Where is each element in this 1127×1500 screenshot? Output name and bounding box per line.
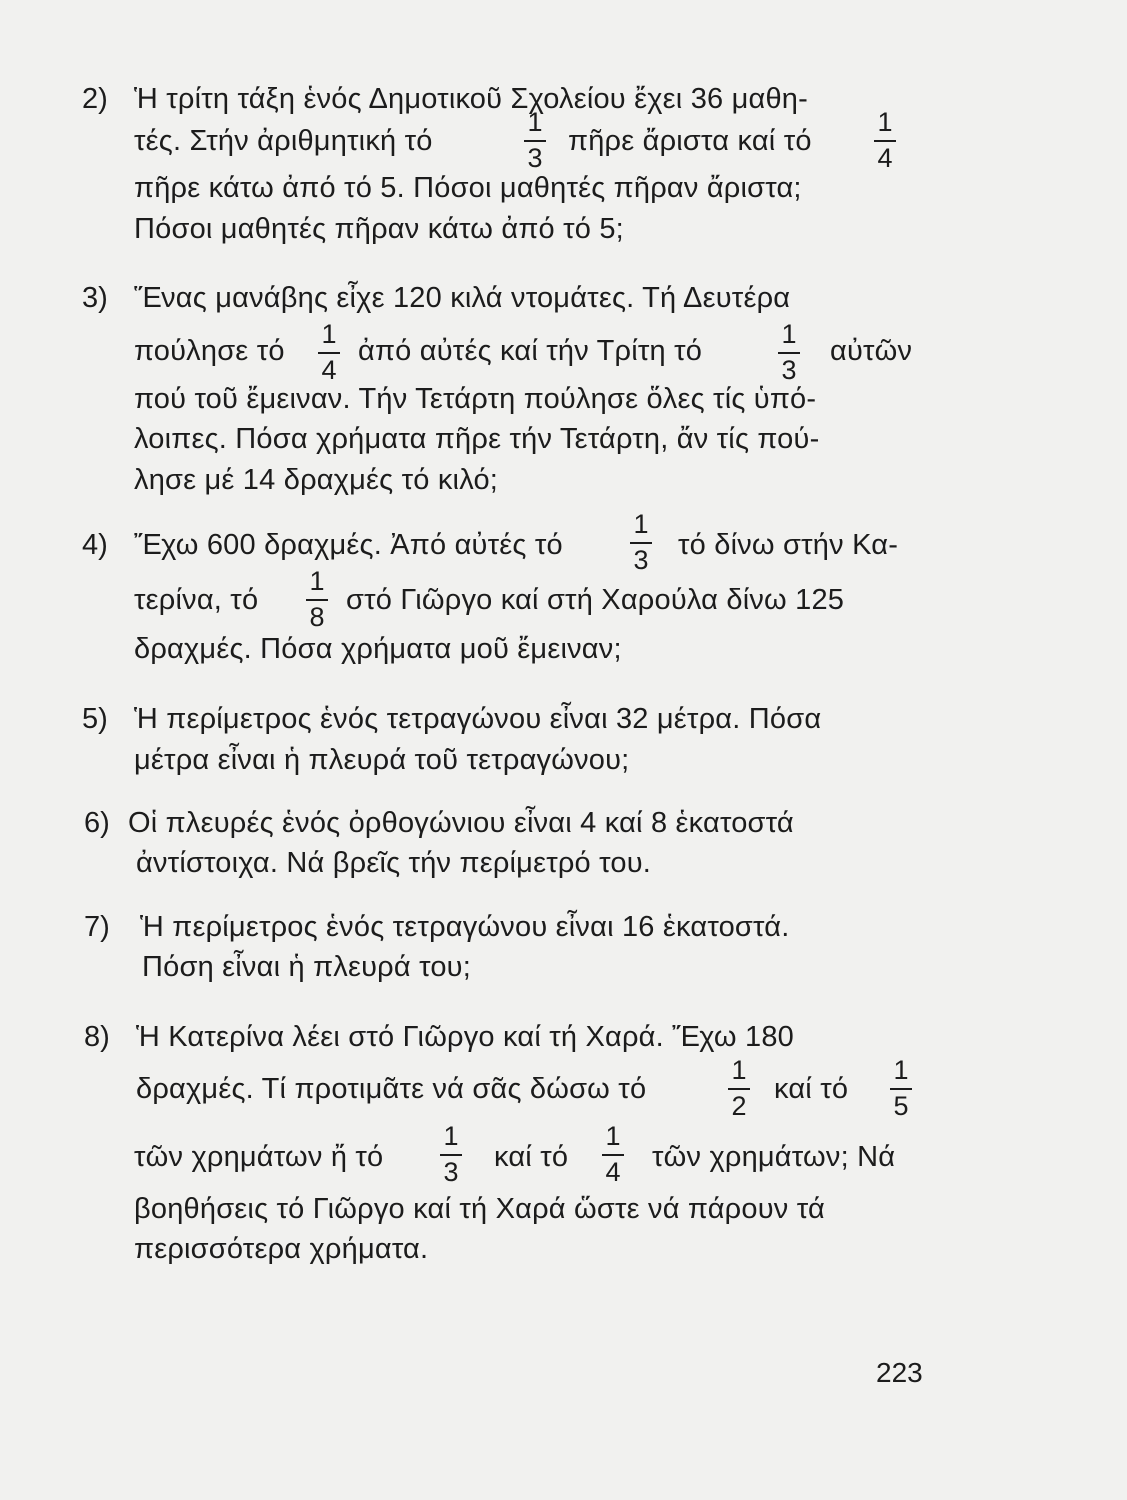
denominator: 3 [443, 1157, 459, 1187]
fraction-bar [874, 140, 896, 142]
problem-text-line: λοιπες. Πόσα χρήματα πῆρε τήν Τετάρτη, ἄν τίς πού- [134, 423, 820, 455]
fraction-bar [524, 140, 546, 142]
problem-text-line: Ἔχω 600 δραχμές. Ἀπό αὐτές τό [134, 529, 563, 561]
problem-text-line: μέτρα εἶναι ἡ πλευρά τοῦ τετραγώνου; [134, 744, 630, 776]
problem-text-line: αὐτῶν [830, 335, 913, 367]
denominator: 2 [731, 1091, 747, 1121]
problem-number: 4) [82, 529, 108, 561]
problem-text-line: δραχμές. Πόσα χρήματα μοῦ ἔμειναν; [134, 633, 622, 665]
problem-number: 7) [84, 911, 110, 943]
numerator: 1 [605, 1121, 621, 1151]
fraction-bar [890, 1088, 912, 1090]
fraction-bar [778, 352, 800, 354]
denominator: 5 [893, 1091, 909, 1121]
problem-number: 3) [82, 282, 108, 314]
problem-text-line: Ἡ Κατερίνα λέει στό Γιῶργο καί τή Χαρά. Ἔχω 180 [136, 1021, 794, 1053]
problem-text-line: τές. Στήν ἀριθμητική τό [134, 125, 433, 157]
denominator: 3 [781, 355, 797, 385]
problem-text-line: πῆρε ἄριστα καί τό [568, 125, 812, 157]
problem-text-line: καί τό [774, 1073, 849, 1105]
denominator: 3 [633, 545, 649, 575]
problem-text-line: πούλησε τό [134, 335, 285, 367]
problem-text-line: πῆρε κάτω ἀπό τό 5. Πόσοι μαθητές πῆραν ἄριστα; [134, 172, 802, 204]
numerator: 1 [321, 319, 337, 349]
problem-number: 2) [82, 83, 108, 115]
problem-text-line: λησε μέ 14 δραχμές τό κιλό; [134, 464, 499, 496]
problem-text-line: πού τοῦ ἔμειναν. Τήν Τετάρτη πούλησε ὅλες τίς ὑπό- [134, 383, 817, 415]
problem-text-line: ἀντίστοιχα. Νά βρεῖς τήν περίμετρό του. [136, 847, 652, 879]
problem-text-line: ἀπό αὐτές καί τήν Τρίτη τό [358, 335, 703, 367]
fraction-bar [630, 542, 652, 544]
problem-number: 8) [84, 1021, 110, 1053]
problem-text-line: καί τό [494, 1141, 569, 1173]
denominator: 4 [321, 355, 337, 385]
problem-text-line: βοηθήσεις τό Γιῶργο καί τή Χαρά ὥστε νά πάρουν τά [134, 1193, 825, 1225]
fraction-bar [728, 1088, 750, 1090]
problem-text-line: Πόση εἶναι ἡ πλευρά του; [142, 951, 471, 983]
problem-number: 6) [84, 807, 110, 839]
fraction-bar [440, 1154, 462, 1156]
page-number: 223 [876, 1357, 923, 1388]
fraction-bar [306, 599, 328, 601]
denominator: 3 [527, 143, 543, 173]
fraction-bar [602, 1154, 624, 1156]
problem-text-line: τῶν χρημάτων ἤ τό [134, 1141, 384, 1173]
problem-number: 5) [82, 703, 108, 735]
problem-text-line: περισσότερα χρήματα. [134, 1233, 429, 1265]
problem-text-line: Πόσοι μαθητές πῆραν κάτω ἀπό τό 5; [134, 213, 624, 245]
denominator: 8 [309, 602, 325, 632]
problem-text-line: Ἕνας μανάβης εἶχε 120 κιλά ντομάτες. Τή Δευτέρα [134, 282, 791, 314]
numerator: 1 [877, 107, 893, 137]
problem-text-line: Ἡ περίμετρος ἑνός τετραγώνου εἶναι 32 μέτρα. Πόσα [134, 703, 822, 735]
problem-text-line: Ἡ περίμετρος ἑνός τετραγώνου εἶναι 16 ἑκατοστά. [140, 911, 790, 943]
denominator: 4 [605, 1157, 621, 1187]
problem-text-line: Ἡ τρίτη τάξη ἑνός Δημοτικοῦ Σχολείου ἔχει 36 μαθη- [134, 83, 808, 115]
numerator: 1 [527, 107, 543, 137]
problem-text-line: τῶν χρημάτων; Νά [652, 1141, 896, 1173]
denominator: 4 [877, 143, 893, 173]
numerator: 1 [781, 319, 797, 349]
problem-text-line: Οἱ πλευρές ἑνός ὀρθογώνιου εἶναι 4 καί 8 ἑκατοστά [128, 807, 794, 839]
numerator: 1 [443, 1121, 459, 1151]
problem-text-line: δραχμές. Τί προτιμᾶτε νά σᾶς δώσω τό [136, 1073, 647, 1105]
numerator: 1 [731, 1055, 747, 1085]
numerator: 1 [309, 566, 325, 596]
problem-text-line: στό Γιῶργο καί στή Χαρούλα δίνω 125 [346, 584, 845, 616]
numerator: 1 [633, 509, 649, 539]
numerator: 1 [893, 1055, 909, 1085]
problem-text-line: τό δίνω στήν Κα- [678, 529, 899, 561]
problem-text-line: τερίνα, τό [134, 584, 259, 616]
fraction-bar [318, 352, 340, 354]
